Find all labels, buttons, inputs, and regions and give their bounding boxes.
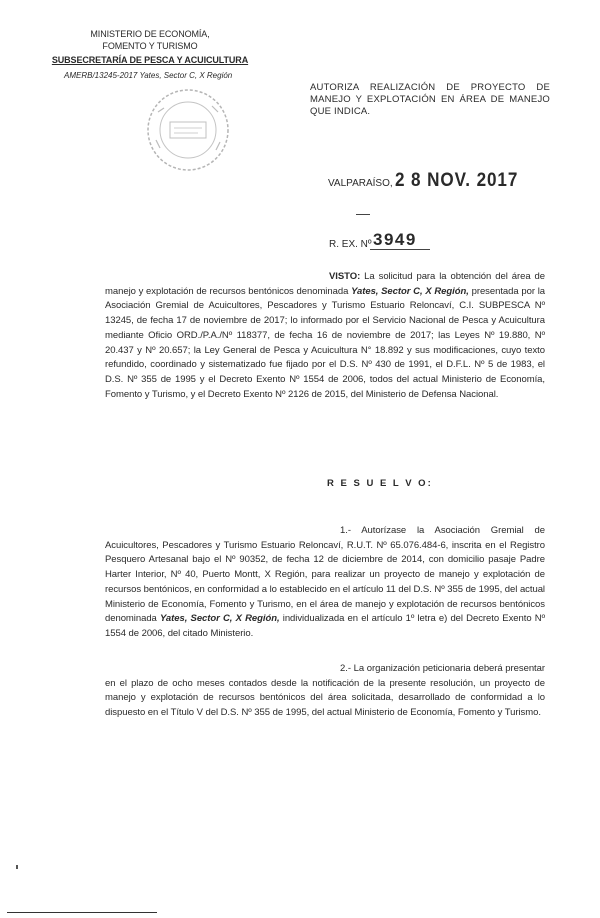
- visto-area-name: Yates, Sector C, X Región,: [351, 285, 469, 297]
- resolution-item-1: [105, 524, 545, 642]
- item1-text-b: individualizada en el artículo 1º letra e) del Decreto Exento Nº 1554 de 2006, del citado Ministerio.: [105, 613, 545, 639]
- number-mark: [356, 214, 370, 215]
- resuelvo-heading: R E S U E L V O:: [327, 478, 433, 489]
- resolution-item-2: 2.- La organización peticionaria deberá presentar en el plazo de ocho meses contados desde la notificación de la presente resolución, un proyecto de manejo y explotación de recursos bentónicos del área solicitada, desarrollado de conformidad a lo dispuesto en el Título V del D.S. Nº 355 de 1995, del actual Ministerio de Economía, Fomento y Turismo.: [105, 663, 545, 719]
- item1-text-a: 1.- Autorízase la Asociación Gremial de Acuicultores, Pescadores y Turismo Estuario Reloncaví, R.U.T. Nº 65.076.484-6, inscrita en el Registro Pesquero Artesanal bajo el Nº 90352, de fecha 12 de diciembre de 2014, con domicilio pasaje Padre Harter Interior, Nº 40, Puerto Montt, X Región, para realizar un proyecto de manejo y explotación de recursos bentónicos, en conformidad a lo establecido en el artículo 11 del D.S. Nº 355 de 1995, del actual Ministerio de Economía, Fomento y Turismo, en el área de manejo y explotación de recursos bentónicos denominada: [105, 525, 545, 625]
- visto-text-a: La solicitud para la obtención del área de manejo y explotación de recursos bentónicos denominada: [105, 271, 545, 297]
- visto-paragraph: [105, 270, 545, 402]
- resolution-number: 3949: [373, 230, 417, 249]
- document-subject: AUTORIZA REALIZACIÓN DE PROYECTO DE MANEJO Y EXPLOTACIÓN EN ÁREA DE MANEJO QUE INDICA.: [310, 82, 550, 117]
- undersecretariat-name: SUBSECRETARÍA DE PESCA Y ACUICULTURA: [51, 55, 249, 65]
- city-label: VALPARAÍSO,: [328, 178, 393, 189]
- footnote-separator: [7, 912, 157, 913]
- resolution-number-label: R. EX. Nº: [329, 239, 372, 250]
- ministry-subtitle: FOMENTO Y TURISMO: [102, 41, 198, 51]
- resolution-number-underline: [370, 249, 430, 250]
- resolution-date: 2 8 NOV. 2017: [395, 170, 519, 191]
- visto-label: VISTO:: [329, 271, 361, 282]
- official-stamp-icon: [140, 82, 236, 178]
- margin-mark: [16, 865, 18, 869]
- visto-text-b: presentada por la Asociación Gremial de Acuicultores, Pescadores y Turismo Estuario Reloncaví, C.I. SUBPESCA Nº 13245, de fecha 17 de noviembre de 2017; lo informado por el Servicio Nacional de Pesca y Acuicultura mediante Oficio ORD./P.A./Nº 118377, de fecha 16 de noviembre de 2017; las Leyes Nº 19.880, Nº 20.437 y Nº 20.657; la Ley General de Pesca y Acuicultura N° 18.892 y sus modificaciones, cuyo texto refundido, coordinado y sistematizado fue fijado por el D.S. Nº 430 de 1991, el D.F.L. Nº 5 de 1983, el D.S. Nº 355 de 1995 y el Decreto Exento Nº 1554 de 2006, todos del actual Ministerio de Economía, Fomento y Turismo, y el Decreto Exento Nº 2126 de 2015, del Ministerio de Defensa Nacional.: [105, 285, 546, 400]
- ministry-name: MINISTERIO DE ECONOMÍA,: [90, 29, 210, 39]
- item1-area-name: Yates, Sector C, X Región,: [160, 613, 280, 625]
- file-reference: AMERB/13245-2017 Yates, Sector C, X Región: [64, 71, 233, 80]
